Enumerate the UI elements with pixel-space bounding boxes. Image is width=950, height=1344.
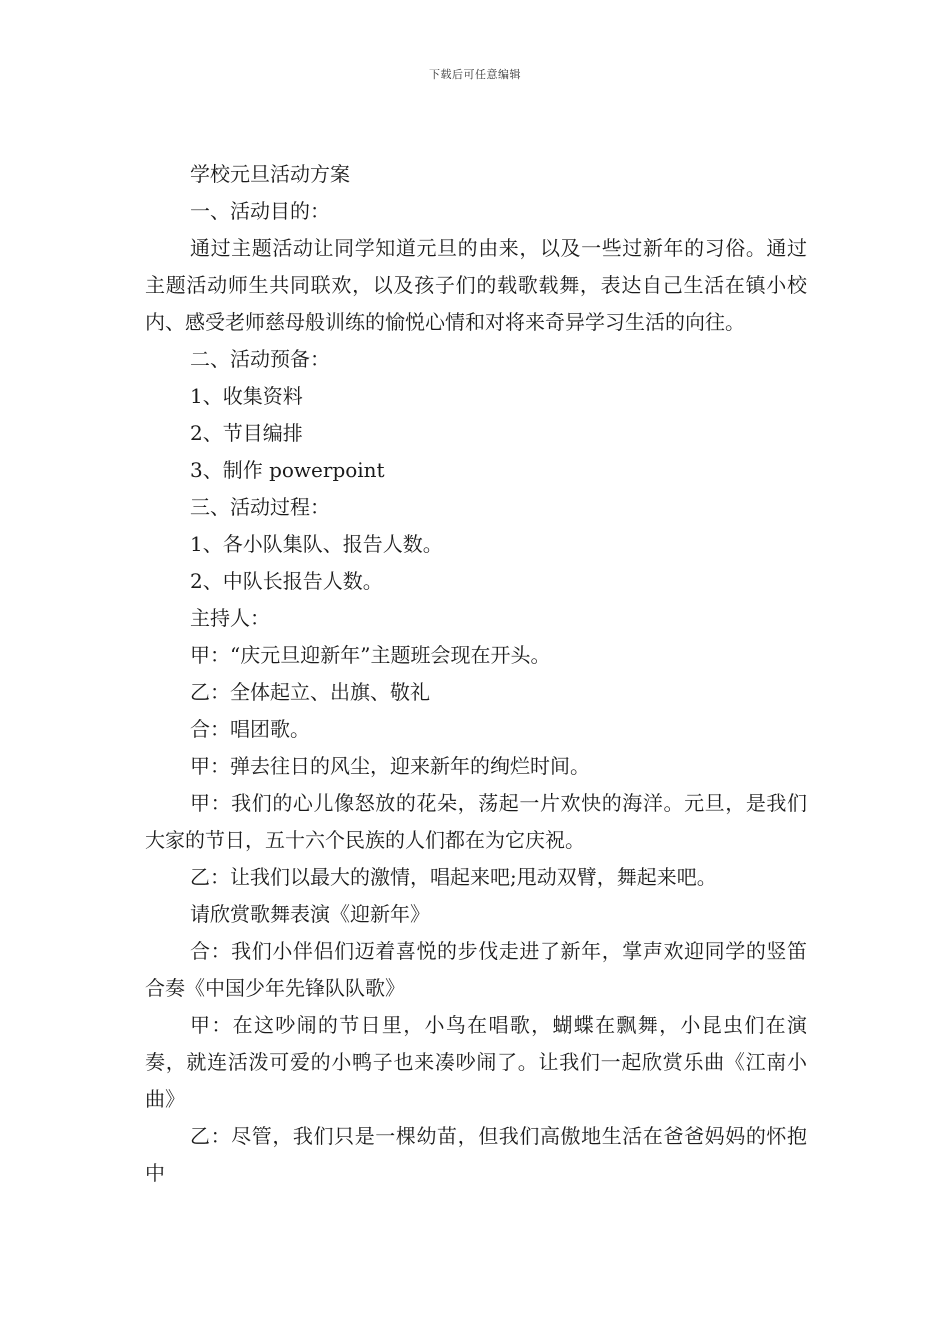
list-item: 3、制作 powerpoint	[190, 458, 385, 482]
paragraph: 请欣赏歌舞表演《迎新年》	[190, 902, 430, 926]
paragraph: 甲：弹去往日的风尘，迎来新年的绚烂时间。	[190, 754, 590, 778]
paragraph: 甲：在这吵闹的节日里，小鸟在唱歌，蝴蝶在飘舞，小昆虫们在演奏，就连活泼可爱的小鸭子也来凑吵闹了。让我们一起欣赏乐曲《江南小曲》	[145, 1013, 807, 1111]
paragraph: 乙：全体起立、出旗、敬礼	[190, 680, 430, 704]
paragraph: 合：我们小伴侣们迈着喜悦的步伐走进了新年，掌声欢迎同学的竖笛合奏《中国少年先锋队队歌》	[145, 939, 807, 1000]
list-item: 1、各小队集队、报告人数。	[190, 532, 443, 556]
section-heading-process: 三、活动过程：	[190, 495, 330, 519]
paragraph: 乙：让我们以最大的激情，唱起来吧;甩动双臂，舞起来吧。	[190, 865, 717, 889]
section-heading-purpose: 一、活动目的：	[190, 199, 330, 223]
paragraph: 甲：我们的心儿像怒放的花朵，荡起一片欢快的海洋。元旦，是我们大家的节日，五十六个民族的人们都在为它庆祝。	[145, 791, 807, 852]
download-note: 下载后可任意编辑	[429, 68, 521, 81]
paragraph: 乙：尽管，我们只是一棵幼苗，但我们高傲地生活在爸爸妈妈的怀抱中	[145, 1124, 807, 1185]
list-item: 1、收集资料	[190, 384, 303, 408]
list-item: 2、节目编排	[190, 421, 303, 445]
paragraph: 主持人：	[190, 606, 270, 630]
list-item: 2、中队长报告人数。	[190, 569, 383, 593]
paragraph: 合：唱团歌。	[190, 717, 310, 741]
paragraph: 通过主题活动让同学知道元旦的由来，以及一些过新年的习俗。通过主题活动师生共同联欢，以及孩子们的载歌载舞，表达自己生活在镇小校内、感受老师慈母般训练的愉悦心情和对将来奇异学习生活的向往。	[145, 236, 807, 334]
document-body	[145, 156, 807, 1192]
paragraph: 甲：“庆元旦迎新年”主题班会现在开头。	[190, 643, 551, 667]
document-title: 学校元旦活动方案	[190, 162, 350, 186]
section-heading-preparation: 二、活动预备：	[190, 347, 330, 371]
